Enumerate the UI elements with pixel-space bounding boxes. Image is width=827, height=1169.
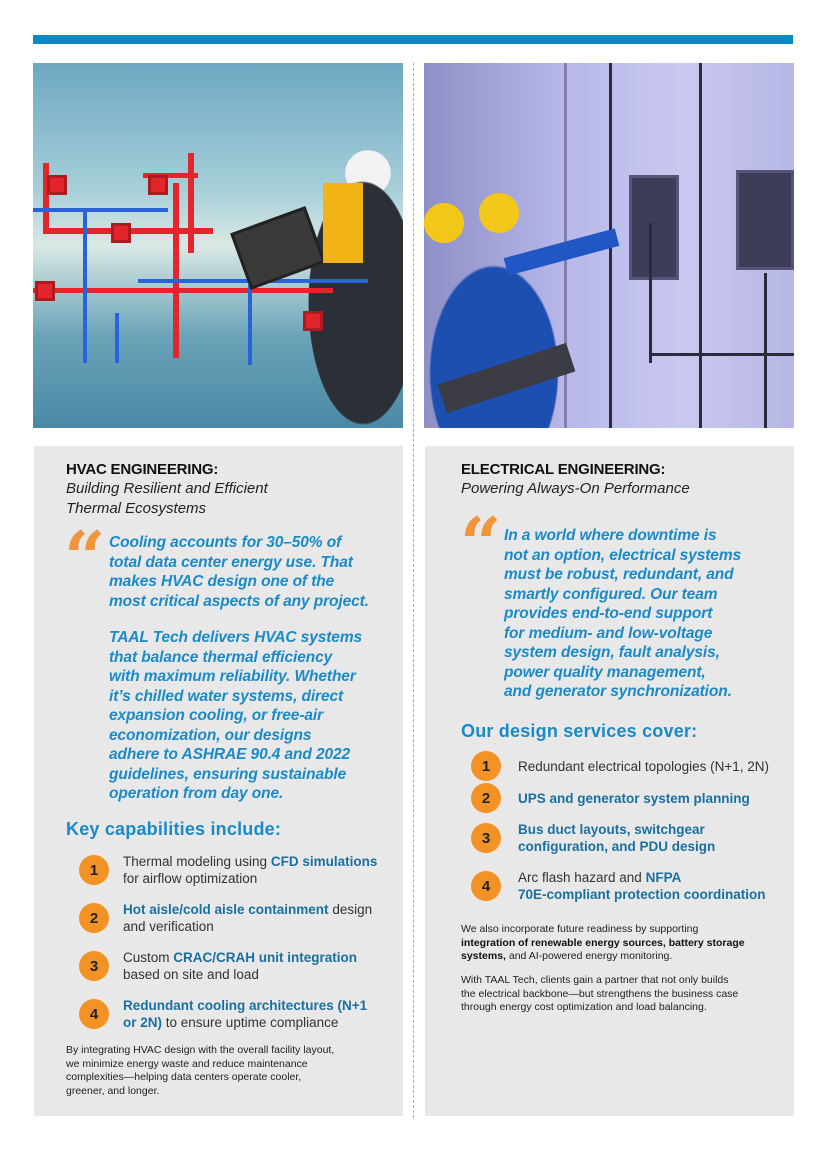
- hvac-title: HVAC ENGINEERING:: [66, 461, 219, 478]
- column-divider: [413, 63, 414, 1118]
- quote-line: with maximum reliability. Whether: [109, 668, 356, 685]
- quote-line: it’s chilled water systems, direct: [109, 687, 344, 705]
- quote-line: TAAL Tech delivers HVAC systems: [109, 629, 363, 646]
- quote-icon: “: [460, 501, 502, 586]
- service-text: Arc flash hazard and NFPA 70E-compliant protection coordination: [518, 870, 766, 902]
- quote-line: makes HVAC design one of the: [109, 573, 335, 590]
- quote-line: system design, fault analysis,: [504, 644, 720, 661]
- quote-line: expansion cooling, or free-air: [109, 707, 324, 724]
- number-badge: 3: [471, 823, 501, 853]
- number-badge: 1: [79, 855, 109, 885]
- number-badge: 2: [79, 903, 109, 933]
- quote-line: In a world where downtime is: [504, 527, 717, 544]
- quote-line: not an option, electrical systems: [504, 546, 742, 564]
- capability-item: [79, 853, 377, 887]
- number-badge: 3: [79, 951, 109, 981]
- number-badge: 4: [79, 999, 109, 1029]
- number-badge: 4: [471, 871, 501, 901]
- hvac-photo: [33, 63, 403, 428]
- service-item: [471, 821, 715, 855]
- service-item: [471, 783, 750, 813]
- service-text: Redundant electrical topologies (N+1, 2N): [518, 758, 770, 774]
- quote-icon: “: [64, 515, 106, 600]
- quote-line: that balance thermal efficiency: [109, 648, 333, 666]
- service-item: [471, 751, 769, 781]
- service-text: Bus duct layouts, switchgear configuration, and PDU design: [518, 822, 716, 854]
- quote-line: economization, our designs: [109, 726, 312, 744]
- electrical-quote: [504, 526, 741, 702]
- quote-line: Cooling accounts for 30–50% of: [109, 534, 342, 551]
- quote-line: operation from day one.: [109, 785, 284, 802]
- electrical-subtitle: Powering Always-On Performance: [461, 480, 690, 497]
- quote-line: total data center energy use. That: [109, 553, 353, 571]
- number-badge: 2: [471, 783, 501, 813]
- capability-item: [79, 997, 367, 1031]
- service-item: [471, 869, 766, 903]
- quote-line: guidelines, ensuring sustainable: [109, 765, 347, 783]
- electrical-para-2: With TAAL Tech, clients gain a partner that not only builds the electrical backbone—but strengthens the business case through energy cost optimization and load balancing.: [461, 974, 739, 1013]
- quote-line: provides end-to-end support: [504, 605, 713, 622]
- electrical-photo: [424, 63, 794, 428]
- hvac-quote-p1: [109, 533, 369, 611]
- hvac-list-heading: Key capabilities include:: [66, 819, 282, 839]
- quote-line: and generator synchronization.: [504, 683, 732, 700]
- hvac-subtitle: [66, 479, 268, 519]
- electrical-panel: [425, 446, 794, 1116]
- hvac-quote-p2: [109, 628, 362, 804]
- hvac-subtitle-line: Building Resilient and Efficient: [66, 480, 268, 497]
- quote-line: most critical aspects of any project.: [109, 592, 369, 610]
- hvac-subtitle-line: Thermal Ecosystems: [66, 500, 207, 517]
- capability-text: Custom CRAC/CRAH unit integration based on site and load: [123, 950, 357, 982]
- quote-line: for medium- and low-voltage: [504, 624, 713, 642]
- electrical-list-heading: Our design services cover:: [461, 721, 698, 741]
- capability-text: Redundant cooling architectures (N+1 or 2N) to ensure uptime compliance: [123, 998, 368, 1030]
- quote-line: adhere to ASHRAE 90.4 and 2022: [109, 746, 351, 763]
- number-badge: 1: [471, 751, 501, 781]
- top-accent-bar: [33, 35, 793, 44]
- service-text: UPS and generator system planning: [518, 790, 750, 806]
- capability-item: [79, 901, 372, 935]
- hvac-closing-text: By integrating HVAC design with the overall facility layout, we minimize energy waste and reduce maintenance complexities—helping data centers operate cooler, greener, and longer.: [66, 1044, 335, 1097]
- quote-line: must be robust, redundant, and: [504, 566, 734, 583]
- capability-text: Hot aisle/cold aisle containment design and verification: [123, 902, 373, 934]
- capability-text: Thermal modeling using CFD simulations for airflow optimization: [123, 854, 378, 886]
- electrical-para-1: We also incorporate future readiness by supporting integration of renewable energy sources, battery storage systems, and AI-powered energy monitoring.: [461, 923, 745, 962]
- electrical-title: ELECTRICAL ENGINEERING:: [461, 461, 666, 478]
- quote-line: smartly configured. Our team: [504, 585, 718, 603]
- capability-item: [79, 949, 357, 983]
- hvac-panel: [34, 446, 403, 1116]
- quote-line: power quality management,: [504, 663, 706, 681]
